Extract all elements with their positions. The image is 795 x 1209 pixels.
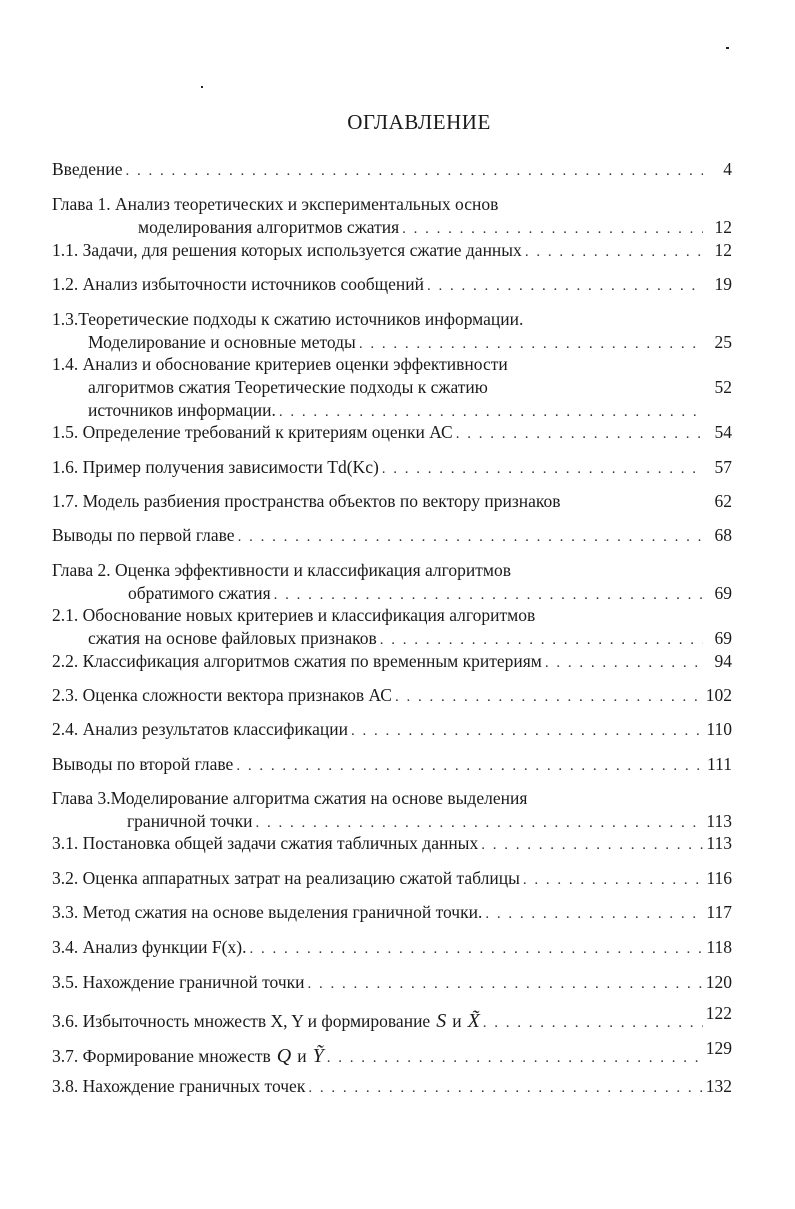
entry-text: 3.5. Нахождение граничной точки <box>52 972 305 992</box>
leader-dots <box>380 629 703 652</box>
entry-text: 2.2. Классификация алгоритмов сжатия по временным критериям <box>52 651 542 671</box>
entry-text: источников информации. <box>88 400 276 420</box>
toc-entry <box>52 1038 732 1070</box>
page-number: 117 <box>706 902 732 922</box>
scan-speck <box>726 47 729 49</box>
toc-entry <box>52 684 732 709</box>
leader-dots <box>545 652 703 675</box>
leader-dots <box>236 755 703 778</box>
toc-entry <box>52 867 732 892</box>
page-number: 57 <box>714 457 732 477</box>
entry-text: обратимого сжатия <box>128 583 271 603</box>
leader-dots <box>427 275 703 298</box>
math-symbol-x-tilde: X̃ <box>467 1010 480 1032</box>
math-symbol-q: Q <box>276 1045 292 1067</box>
toc-entry <box>52 718 732 743</box>
toc-entry <box>52 1075 732 1100</box>
page-number: 54 <box>714 422 732 442</box>
leader-dots <box>249 938 703 961</box>
page-number: 25 <box>714 332 732 352</box>
entry-text: Выводы по первой главе <box>52 525 235 545</box>
entry-text: 3.1. Постановка общей задачи сжатия табличных данных <box>52 833 479 853</box>
leader-dots <box>485 903 703 926</box>
toc-entry <box>52 971 732 996</box>
toc-entry <box>52 158 732 183</box>
entry-text: Моделирование и основные методы <box>88 332 356 352</box>
math-symbol-y-tilde: Ỹ <box>312 1045 324 1067</box>
leader-dots <box>351 720 703 743</box>
toc-entry <box>52 353 732 424</box>
entry-text: сжатия на основе файловых признаков <box>88 628 377 648</box>
math-symbol-s: S <box>436 1010 447 1032</box>
leader-dots <box>238 526 703 549</box>
entry-text-line1: 1.4. Анализ и обоснование критериев оценки эффективности <box>52 354 508 374</box>
page-number: 68 <box>714 525 732 545</box>
toc-entry <box>52 832 732 857</box>
leader-dots <box>456 423 703 446</box>
page-number: 69 <box>714 583 732 603</box>
entry-text: Введение <box>52 159 123 179</box>
leader-dots <box>382 458 703 481</box>
toc-entry <box>52 604 732 652</box>
entry-text-line1: Глава 3.Моделирование алгоритма сжатия на основе выделения <box>52 788 528 808</box>
entry-text: 2.4. Анализ результатов классификации <box>52 719 348 739</box>
entry-text: 1.1. Задачи, для решения которых используется сжатие данных <box>52 240 522 260</box>
page-number: 52 <box>714 377 732 397</box>
toc-entry <box>52 239 732 264</box>
page-title: ОГЛАВЛЕНИЕ <box>347 110 491 134</box>
entry-text-line1: Глава 2. Оценка эффективности и классификация алгоритмов <box>52 560 511 580</box>
entry-text: граничной точки <box>127 811 253 831</box>
entry-text: 1.7. Модель разбиения пространства объектов по вектору признаков <box>52 491 561 511</box>
page-number: 102 <box>705 685 732 705</box>
entry-text-line1: Глава 1. Анализ теоретических и экспериментальных основ <box>52 194 499 214</box>
page-number: 69 <box>714 628 732 648</box>
page-number: 118 <box>706 937 732 957</box>
page-number: 12 <box>714 240 732 260</box>
entry-text: 3.3. Метод сжатия на основе выделения граничной точки. <box>52 902 483 922</box>
toc-entry <box>52 1003 732 1035</box>
entry-text: 3.6. Избыточность множеств X, Y и формирование <box>52 1011 431 1031</box>
conjunction: и <box>297 1046 307 1066</box>
leader-dots <box>402 218 703 241</box>
toc-entry <box>52 421 732 446</box>
entry-text-line1: 2.1. Обоснование новых критериев и классификация алгоритмов <box>52 605 536 625</box>
page-number: 4 <box>723 159 732 179</box>
entry-text-line1: 1.3.Теоретические подходы к сжатию источников информации. <box>52 309 524 329</box>
entry-text: 3.2. Оценка аппаратных затрат на реализацию сжатой таблицы <box>52 868 520 888</box>
toc-entry <box>52 308 732 356</box>
toc-entry <box>52 193 732 241</box>
toc-entry <box>52 524 732 549</box>
leader-dots <box>525 241 703 264</box>
page-number: 111 <box>707 754 732 774</box>
leader-dots <box>308 973 703 996</box>
page-number: 132 <box>705 1076 732 1096</box>
leader-dots <box>327 1047 703 1070</box>
entry-text: Выводы по второй главе <box>52 754 234 774</box>
leader-dots <box>483 1012 703 1035</box>
scan-speck <box>201 86 203 88</box>
page-number: 110 <box>706 719 732 739</box>
leader-dots <box>308 1077 702 1100</box>
toc-entry <box>52 901 732 926</box>
entry-text: 1.5. Определение требований к критериям оценки АС <box>52 422 453 442</box>
page-number: 113 <box>706 811 732 831</box>
toc-entry <box>52 753 732 778</box>
toc-entry <box>52 650 732 675</box>
toc-entry <box>52 273 732 298</box>
entry-text: 3.8. Нахождение граничных точек <box>52 1076 306 1096</box>
leader-dots <box>395 686 703 709</box>
leader-dots <box>523 869 703 892</box>
entry-text: моделирования алгоритмов сжатия <box>138 217 400 237</box>
page-number: 116 <box>706 868 732 888</box>
conjunction: и <box>452 1011 462 1031</box>
entry-text: 1.6. Пример получения зависимости Td(Kc) <box>52 457 379 477</box>
page-number: 62 <box>714 491 732 511</box>
toc-entry <box>52 936 732 961</box>
entry-text: 3.4. Анализ функции F(x). <box>52 937 247 957</box>
toc-entry <box>52 787 732 835</box>
page-number: 94 <box>714 651 732 671</box>
toc-entry <box>52 490 732 513</box>
toc-entry <box>52 456 732 481</box>
page-number: 12 <box>714 217 732 237</box>
entry-text: 1.2. Анализ избыточности источников сообщений <box>52 274 424 294</box>
page-number: 19 <box>714 274 732 294</box>
leader-dots <box>126 160 703 183</box>
entry-text: 2.3. Оценка сложности вектора признаков АС <box>52 685 392 705</box>
entry-text: 3.7. Формирование множеств <box>52 1046 271 1066</box>
page-number: 113 <box>706 833 732 853</box>
toc-entry <box>52 559 732 607</box>
entry-text-line2: алгоритмов сжатия Теоретические подходы к сжатию <box>88 377 488 397</box>
page-number: 129 <box>705 1038 732 1058</box>
page-number: 120 <box>705 972 732 992</box>
leader-dots <box>481 834 703 857</box>
page-number: 122 <box>705 1003 732 1023</box>
